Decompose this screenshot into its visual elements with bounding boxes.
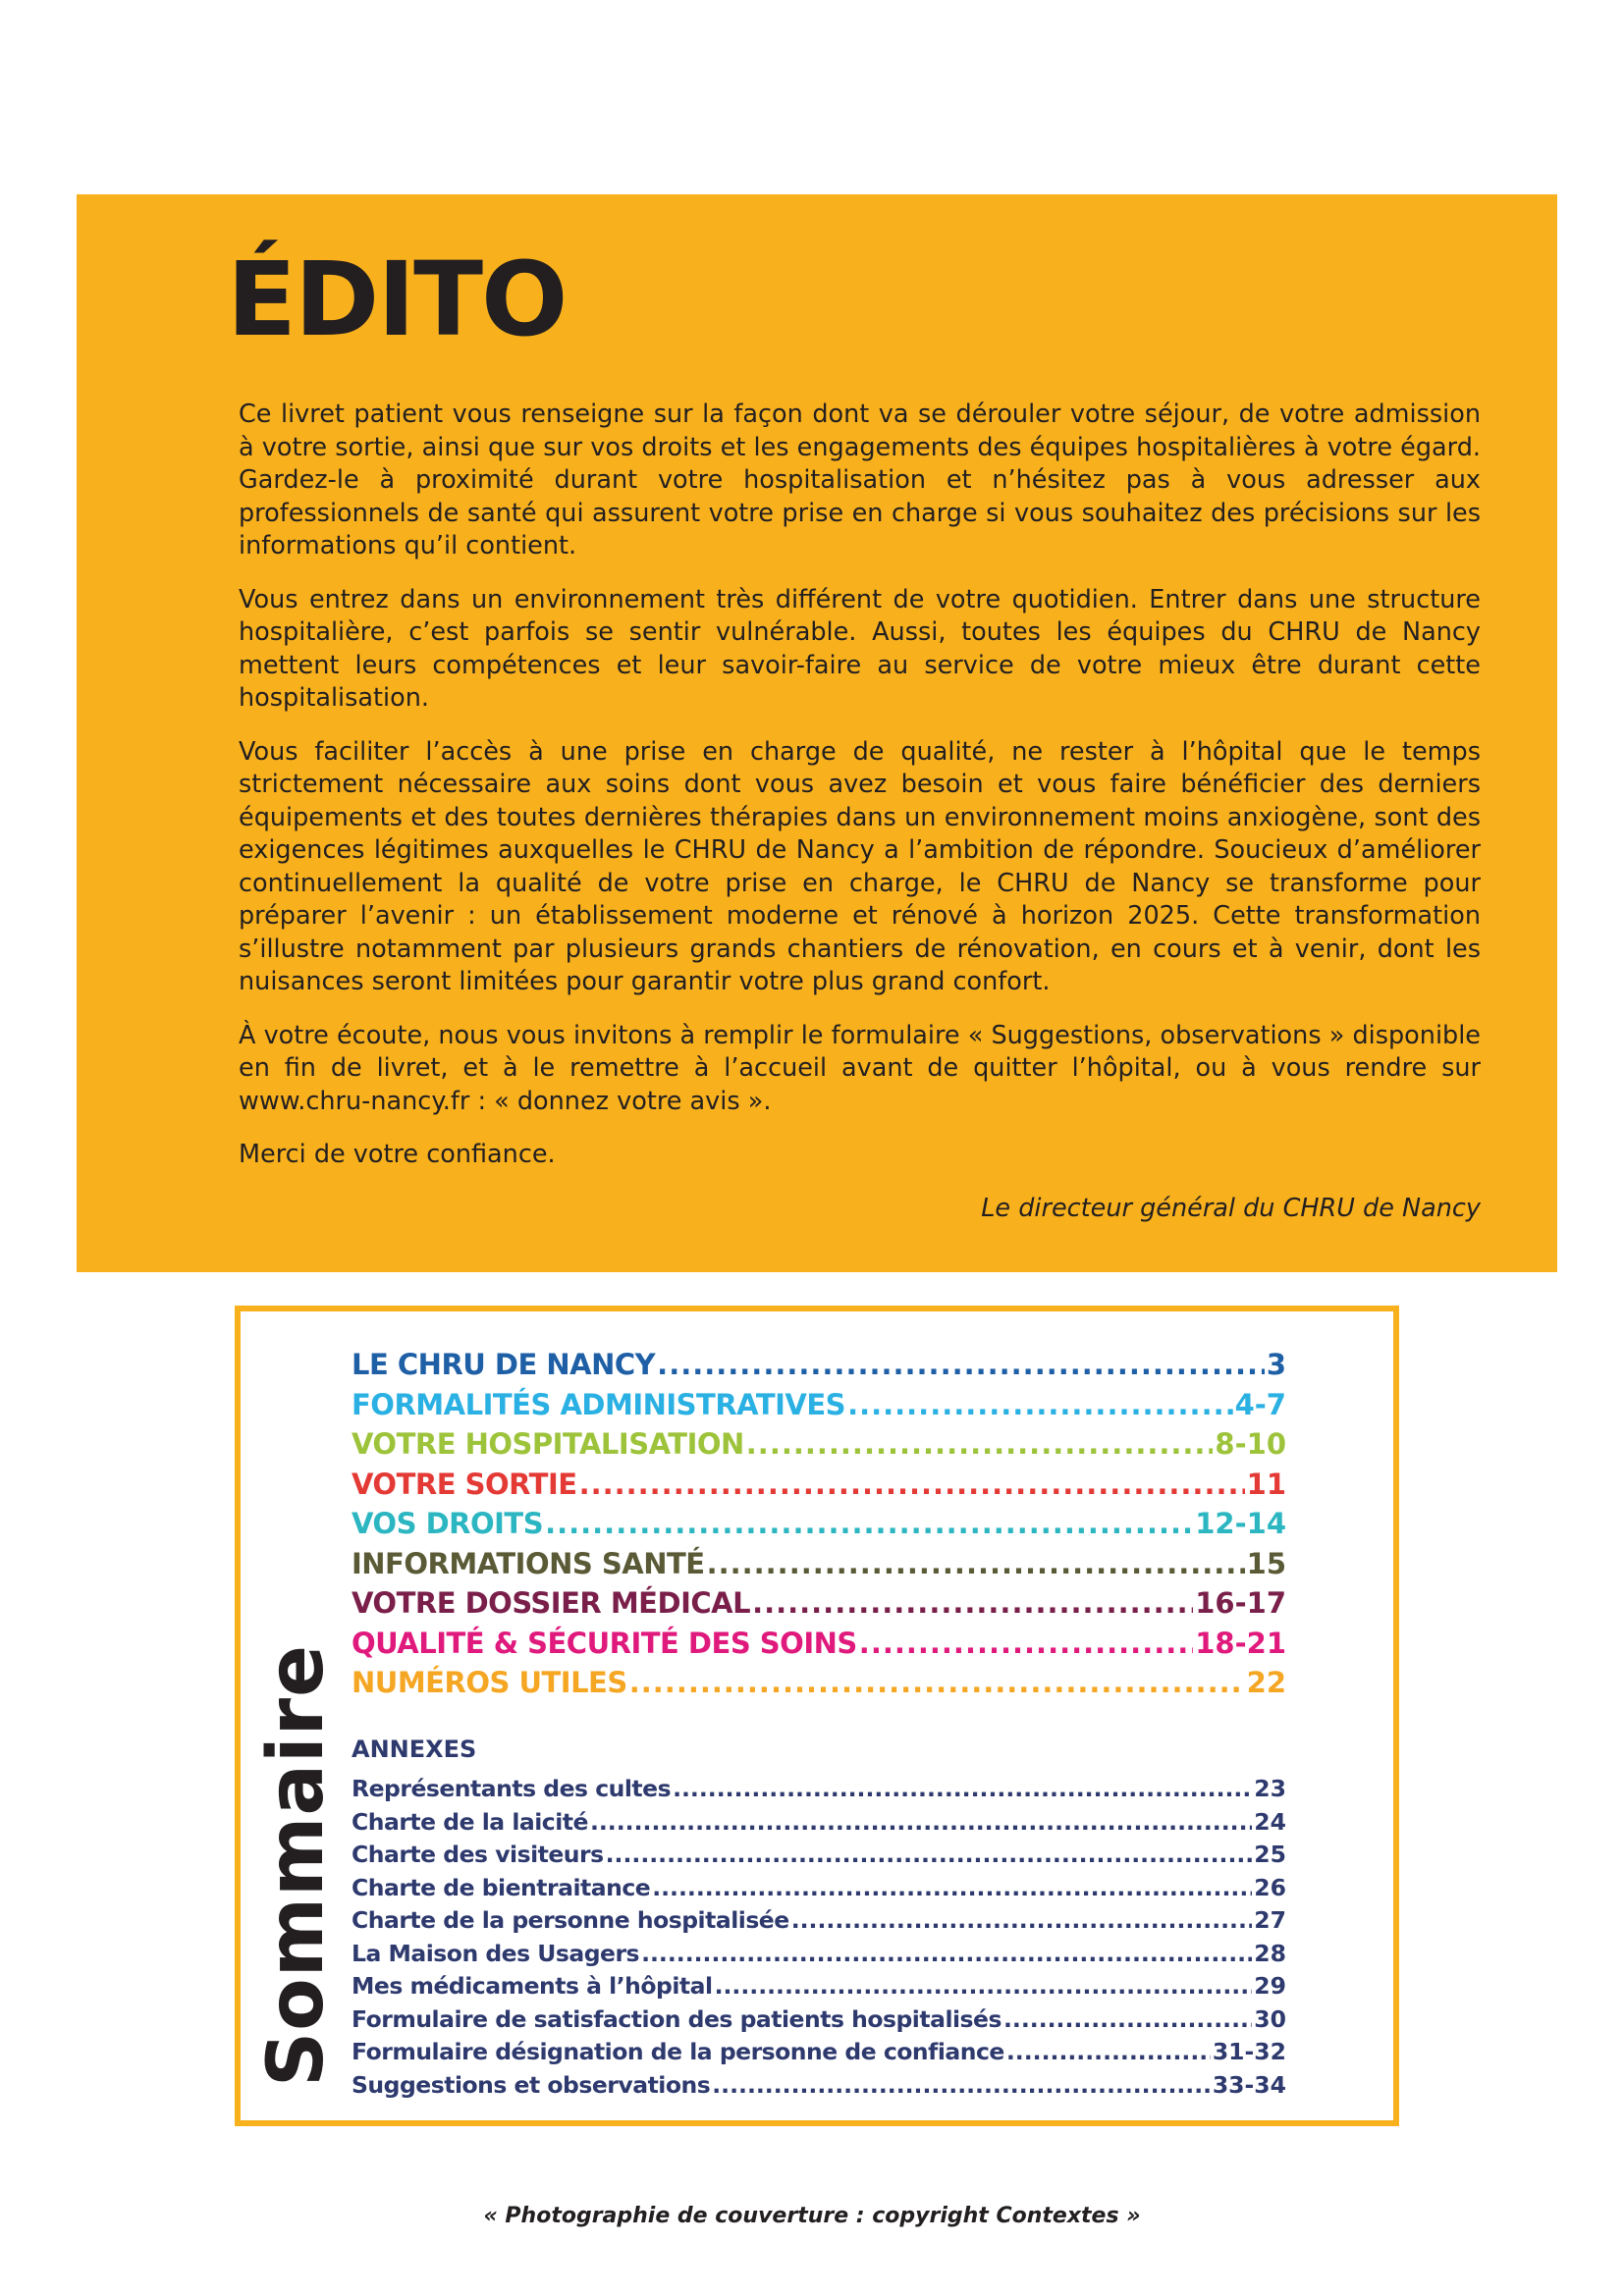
toc-section-label: FORMALITÉS ADMINISTRATIVES xyxy=(352,1387,846,1421)
leader-dots xyxy=(791,1904,1253,1938)
toc-annex-page-number: 28 xyxy=(1254,1939,1286,1967)
toc-section-page-number: 22 xyxy=(1246,1666,1286,1699)
toc-annex-entry[interactable] xyxy=(352,1904,1286,1938)
leader-dots xyxy=(707,1544,1245,1584)
cover-photo-credit: « Photographie de couverture : copyright Contextes » xyxy=(483,2204,1141,2228)
toc-section-entry[interactable] xyxy=(352,1504,1286,1544)
toc-annex-label: Représentants des cultes xyxy=(352,1775,672,1802)
edito-paragraph: Merci de votre confiance. xyxy=(239,1140,556,1169)
leader-dots xyxy=(629,1663,1245,1703)
toc-section-page-number: 12-14 xyxy=(1195,1507,1286,1540)
toc-annex-page-number: 25 xyxy=(1254,1841,1286,1868)
leader-dots xyxy=(1003,2003,1252,2037)
toc-annexes xyxy=(352,1773,1286,2102)
leader-dots xyxy=(752,1583,1193,1624)
toc-annex-page-number: 27 xyxy=(1254,1906,1286,1934)
toc-section-label: VOTRE DOSSIER MÉDICAL xyxy=(352,1586,751,1620)
toc-annex-page-number: 23 xyxy=(1254,1775,1286,1802)
toc-annex-page-number: 30 xyxy=(1254,2004,1286,2033)
leader-dots xyxy=(859,1624,1193,1664)
edito-title: ÉDITO xyxy=(227,240,567,359)
toc-annex-page-number: 26 xyxy=(1254,1873,1286,1901)
toc-section-page-number: 16-17 xyxy=(1195,1586,1286,1620)
leader-dots xyxy=(746,1424,1214,1465)
toc-section-label: VOTRE SORTIE xyxy=(352,1467,577,1501)
edito-paragraph: À votre écoute, nous vous invitons à remplir le formulaire « Suggestions, observations » disponible en fin de livret, et à le remettre à l’accueil avant de quitter l’hôpital, ou à vous rendre sur www.chru-nancy.fr : « donnez votre avis ». xyxy=(239,1020,1481,1116)
leader-dots xyxy=(606,1839,1253,1872)
toc-section-label: VOTRE HOSPITALISATION xyxy=(352,1427,744,1461)
toc-section-label: LE CHRU DE NANCY xyxy=(352,1348,656,1381)
toc-section-entry[interactable] xyxy=(352,1663,1286,1703)
toc-section-label: INFORMATIONS SANTÉ xyxy=(352,1546,705,1580)
toc-section-entry[interactable] xyxy=(352,1424,1286,1465)
toc-annex-label: Charte de bientraitance xyxy=(352,1873,651,1901)
toc-section-entry[interactable] xyxy=(352,1583,1286,1624)
leader-dots xyxy=(715,1970,1253,2003)
toc-section-page-number: 8-10 xyxy=(1215,1427,1286,1461)
toc-annex-label: Formulaire désignation de la personne de confiance xyxy=(352,2038,1004,2065)
edito-body xyxy=(239,399,1481,1246)
leader-dots xyxy=(579,1465,1245,1505)
toc-section-entry[interactable] xyxy=(352,1544,1286,1584)
toc-annex-label: Formulaire de satisfaction des patients hospitalisés xyxy=(352,2004,1001,2033)
edito-paragraph: Vous entrez dans un environnement très différent de votre quotidien. Entrer dans une structure hospitalière, c’est parfois se sentir vulnérable. Aussi, toutes les équipes du CHRU de Nancy mettent leurs compétences et leur savoir-faire au service de votre mieux être durant cette hospitalisation. xyxy=(239,584,1481,713)
toc-section-page-number: 11 xyxy=(1246,1467,1286,1501)
leader-dots xyxy=(1006,2036,1211,2069)
toc-annex-entry[interactable] xyxy=(352,1839,1286,1872)
sommaire-title: Sommaire xyxy=(252,1643,341,2087)
edito-section xyxy=(77,194,1557,1272)
toc-annex-entry[interactable] xyxy=(352,2069,1286,2103)
toc-section-label: VOS DROITS xyxy=(352,1507,544,1540)
toc-annex-entry[interactable] xyxy=(352,1872,1286,1905)
edito-signature: Le directeur général du CHRU de Nancy xyxy=(981,1193,1481,1223)
toc-annex-entry[interactable] xyxy=(352,2003,1286,2037)
toc-section-page-number: 18-21 xyxy=(1195,1626,1286,1660)
toc-section-page-number: 15 xyxy=(1246,1546,1286,1580)
toc-annex-entry[interactable] xyxy=(352,1806,1286,1840)
leader-dots xyxy=(590,1806,1252,1840)
toc-annex-entry[interactable] xyxy=(352,1773,1286,1806)
toc-section-entry[interactable] xyxy=(352,1385,1286,1425)
toc-section-label: NUMÉROS UTILES xyxy=(352,1666,627,1699)
toc-annex-label: Charte de la laicité xyxy=(352,1807,588,1836)
toc-section-entry[interactable] xyxy=(352,1345,1286,1385)
toc-annex-entry[interactable] xyxy=(352,1970,1286,2003)
toc-sections xyxy=(352,1345,1286,1703)
edito-paragraph: Vous faciliter l’accès à une prise en charge de qualité, ne rester à l’hôpital que le temps strictement nécessaire aux soins dont vous avez besoin et vous faire bénéficier des derniers équipements et des toutes dernières thérapies dans un environnement moins anxiogène, sont des exigences légitimes auxquelles le CHRU de Nancy a l’ambition de répondre. Soucieux d’améliorer continuellement la qualité de votre prise en charge, le CHRU de Nancy se transforme pour préparer l’avenir : un établissement moderne et rénové à horizon 2025. Cette transformation s’illustre notamment par plusieurs grands chantiers de rénovation, en cours et à venir, dont les nuisances seront limitées pour garantir votre plus grand confort. xyxy=(239,736,1481,996)
leader-dots xyxy=(712,2069,1211,2103)
leader-dots xyxy=(847,1385,1233,1425)
toc-annex-label: Charte des visiteurs xyxy=(352,1841,604,1868)
toc-annex-label: Charte de la personne hospitalisée xyxy=(352,1906,789,1934)
toc-annex-entry[interactable] xyxy=(352,2036,1286,2069)
edito-paragraph: Ce livret patient vous renseigne sur la façon dont va se dérouler votre séjour, de votre admission à votre sortie, ainsi que sur vos droits et les engagements des équipes hospitalières à votre égard. Gardez-le à proximité durant votre hospitalisation et n’hésitez pas à vous adresser aux professionnels de santé qui assurent votre prise en charge si vous souhaitez des précisions sur les informations qu’il contient. xyxy=(239,400,1481,561)
leader-dots xyxy=(641,1938,1252,1971)
toc-annex-label: Suggestions et observations xyxy=(352,2070,711,2099)
toc-section-label: QUALITÉ & SÉCURITÉ DES SOINS xyxy=(352,1626,857,1660)
toc-annex-label: La Maison des Usagers xyxy=(352,1939,640,1967)
toc-section-page-number: 3 xyxy=(1266,1348,1286,1381)
annexes-title: ANNEXES xyxy=(352,1735,477,1763)
toc-annex-page-number: 24 xyxy=(1254,1807,1286,1836)
toc-annex-page-number: 29 xyxy=(1254,1972,1286,2000)
leader-dots xyxy=(652,1872,1252,1905)
toc-annex-page-number: 31-32 xyxy=(1212,2038,1286,2065)
leader-dots xyxy=(657,1345,1265,1385)
table-of-contents xyxy=(235,1306,1399,2126)
toc-section-entry[interactable] xyxy=(352,1465,1286,1505)
toc-section-page-number: 4-7 xyxy=(1234,1387,1286,1421)
toc-annex-entry[interactable] xyxy=(352,1938,1286,1971)
toc-annex-page-number: 33-34 xyxy=(1212,2070,1286,2099)
toc-annex-label: Mes médicaments à l’hôpital xyxy=(352,1972,713,2000)
toc-section-entry[interactable] xyxy=(352,1624,1286,1664)
leader-dots xyxy=(545,1504,1193,1544)
leader-dots xyxy=(673,1773,1252,1806)
